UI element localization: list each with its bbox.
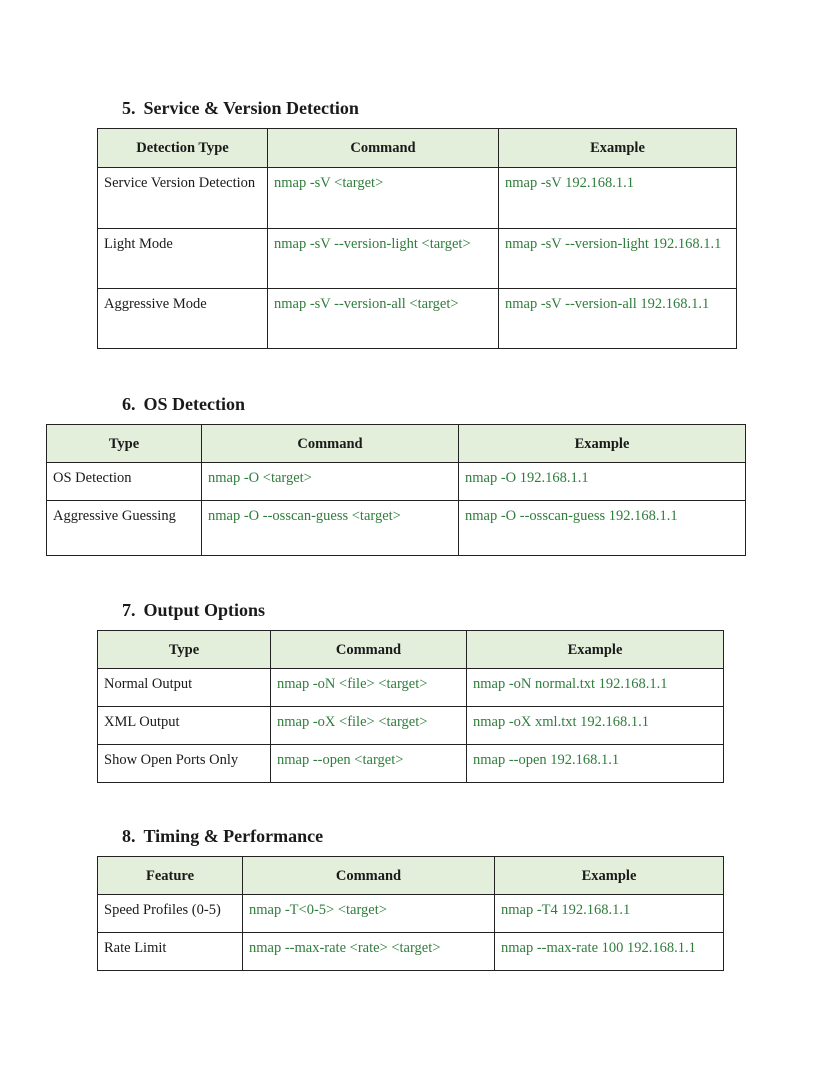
- column-header: Example: [467, 631, 724, 669]
- section-title: Output Options: [143, 600, 266, 620]
- type-cell: XML Output: [98, 707, 271, 745]
- column-header: Command: [271, 631, 467, 669]
- type-cell: Service Version Detection: [98, 168, 268, 229]
- type-cell: Aggressive Guessing: [47, 501, 202, 556]
- table-row: [98, 895, 724, 933]
- table-row: [98, 933, 724, 971]
- example-cell: nmap -sV --version-all 192.168.1.1: [499, 289, 737, 349]
- section-number: 8.: [122, 826, 136, 846]
- table-row: [98, 669, 724, 707]
- section-number: 5.: [122, 98, 136, 118]
- type-cell: Speed Profiles (0-5): [98, 895, 243, 933]
- example-cell: nmap -oN normal.txt 192.168.1.1: [467, 669, 724, 707]
- example-cell: nmap -sV --version-light 192.168.1.1: [499, 229, 737, 289]
- table-row: [47, 501, 746, 556]
- timing-performance-table: [97, 856, 724, 971]
- section-title: OS Detection: [143, 394, 245, 414]
- column-header: Example: [499, 129, 737, 168]
- table-row: [98, 289, 737, 349]
- section-5-heading: [122, 98, 359, 119]
- example-cell: nmap -O --osscan-guess 192.168.1.1: [459, 501, 746, 556]
- type-cell: OS Detection: [47, 463, 202, 501]
- table-row: [98, 707, 724, 745]
- example-cell: nmap --max-rate 100 192.168.1.1: [495, 933, 724, 971]
- command-cell: nmap -O --osscan-guess <target>: [202, 501, 459, 556]
- command-cell: nmap -oN <file> <target>: [271, 669, 467, 707]
- column-header: Command: [202, 425, 459, 463]
- column-header: Command: [243, 857, 495, 895]
- command-cell: nmap -oX <file> <target>: [271, 707, 467, 745]
- table-row: [98, 745, 724, 783]
- output-options-table: [97, 630, 724, 783]
- type-cell: Light Mode: [98, 229, 268, 289]
- example-cell: nmap -T4 192.168.1.1: [495, 895, 724, 933]
- column-header: Example: [459, 425, 746, 463]
- table-row: [98, 229, 737, 289]
- command-cell: nmap -sV --version-all <target>: [268, 289, 499, 349]
- section-6-heading: [122, 394, 245, 415]
- example-cell: nmap -sV 192.168.1.1: [499, 168, 737, 229]
- command-cell: nmap -T<0-5> <target>: [243, 895, 495, 933]
- os-detection-table: [46, 424, 746, 556]
- section-7-heading: [122, 600, 265, 621]
- command-cell: nmap -O <target>: [202, 463, 459, 501]
- type-cell: Normal Output: [98, 669, 271, 707]
- section-number: 6.: [122, 394, 136, 414]
- section-8-heading: [122, 826, 323, 847]
- type-cell: Rate Limit: [98, 933, 243, 971]
- column-header: Command: [268, 129, 499, 168]
- command-cell: nmap --max-rate <rate> <target>: [243, 933, 495, 971]
- command-cell: nmap -sV <target>: [268, 168, 499, 229]
- type-cell: Show Open Ports Only: [98, 745, 271, 783]
- section-title: Timing & Performance: [143, 826, 324, 846]
- column-header: Type: [47, 425, 202, 463]
- command-cell: nmap -sV --version-light <target>: [268, 229, 499, 289]
- column-header: Example: [495, 857, 724, 895]
- section-number: 7.: [122, 600, 136, 620]
- column-header: Type: [98, 631, 271, 669]
- example-cell: nmap -oX xml.txt 192.168.1.1: [467, 707, 724, 745]
- column-header: Feature: [98, 857, 243, 895]
- command-cell: nmap --open <target>: [271, 745, 467, 783]
- column-header: Detection Type: [98, 129, 268, 168]
- table-row: [47, 463, 746, 501]
- example-cell: nmap --open 192.168.1.1: [467, 745, 724, 783]
- table-row: [98, 168, 737, 229]
- service-version-table: [97, 128, 737, 349]
- section-title: Service & Version Detection: [143, 98, 359, 118]
- type-cell: Aggressive Mode: [98, 289, 268, 349]
- example-cell: nmap -O 192.168.1.1: [459, 463, 746, 501]
